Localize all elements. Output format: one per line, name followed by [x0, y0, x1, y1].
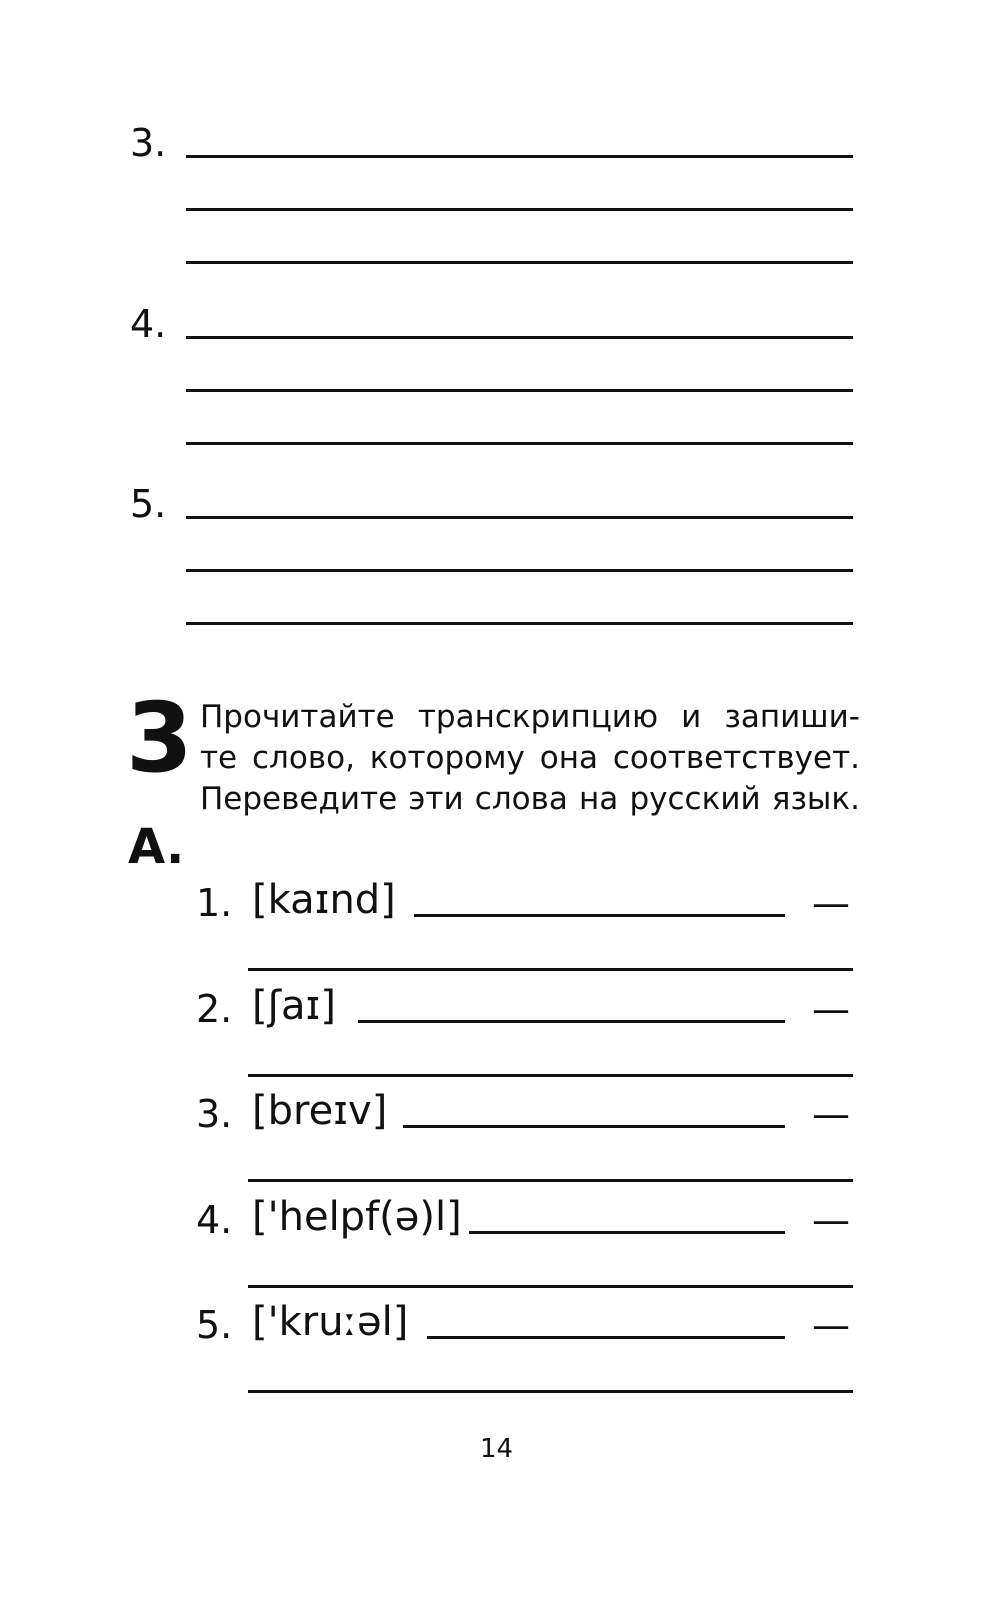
word-answer-line[interactable] [414, 914, 785, 917]
word-answer-line[interactable] [358, 1020, 785, 1023]
answer-line[interactable] [186, 516, 853, 519]
page-number: 14 [480, 1434, 514, 1464]
answer-line[interactable] [186, 336, 853, 339]
word-answer-line[interactable] [469, 1231, 785, 1234]
item-number: 3. [130, 121, 167, 165]
answer-line[interactable] [186, 442, 853, 445]
dash: — [812, 1092, 850, 1136]
instruction-line: Переведите эти слова на русский язык. [200, 781, 860, 817]
translation-answer-line[interactable] [248, 968, 853, 971]
translation-answer-line[interactable] [248, 1390, 853, 1393]
item-number: 4. [130, 302, 167, 346]
transcription: [breɪv] [252, 1088, 388, 1134]
translation-answer-line[interactable] [248, 1179, 853, 1182]
item-number: 2. [196, 987, 233, 1031]
exercise-number: 3 [126, 682, 193, 794]
dash: — [812, 987, 850, 1031]
exercise-level: A. [128, 819, 185, 875]
word-answer-line[interactable] [403, 1125, 785, 1128]
answer-line[interactable] [186, 155, 853, 158]
instruction-line: те слово, которому она соответствует. [200, 740, 860, 776]
word-answer-line[interactable] [427, 1336, 785, 1339]
item-number: 5. [196, 1303, 233, 1347]
answer-line[interactable] [186, 569, 853, 572]
exercise-instruction [200, 697, 860, 820]
dash: — [812, 1303, 850, 1347]
answer-line[interactable] [186, 622, 853, 625]
translation-answer-line[interactable] [248, 1074, 853, 1077]
transcription: ['kruːəl] [252, 1299, 409, 1345]
answer-line[interactable] [186, 261, 853, 264]
dash: — [812, 881, 850, 925]
instruction-line: Прочитайте транскрипцию и запиши- [200, 699, 860, 735]
answer-line[interactable] [186, 208, 853, 211]
item-number: 4. [196, 1198, 233, 1242]
dash: — [812, 1198, 850, 1242]
transcription: ['helpf(ə)l] [252, 1194, 462, 1240]
item-number: 5. [130, 482, 167, 526]
transcription: [ʃaɪ] [252, 983, 337, 1029]
translation-answer-line[interactable] [248, 1285, 853, 1288]
item-number: 3. [196, 1092, 233, 1136]
item-number: 1. [196, 881, 233, 925]
transcription: [kaɪnd] [252, 877, 396, 923]
answer-line[interactable] [186, 389, 853, 392]
